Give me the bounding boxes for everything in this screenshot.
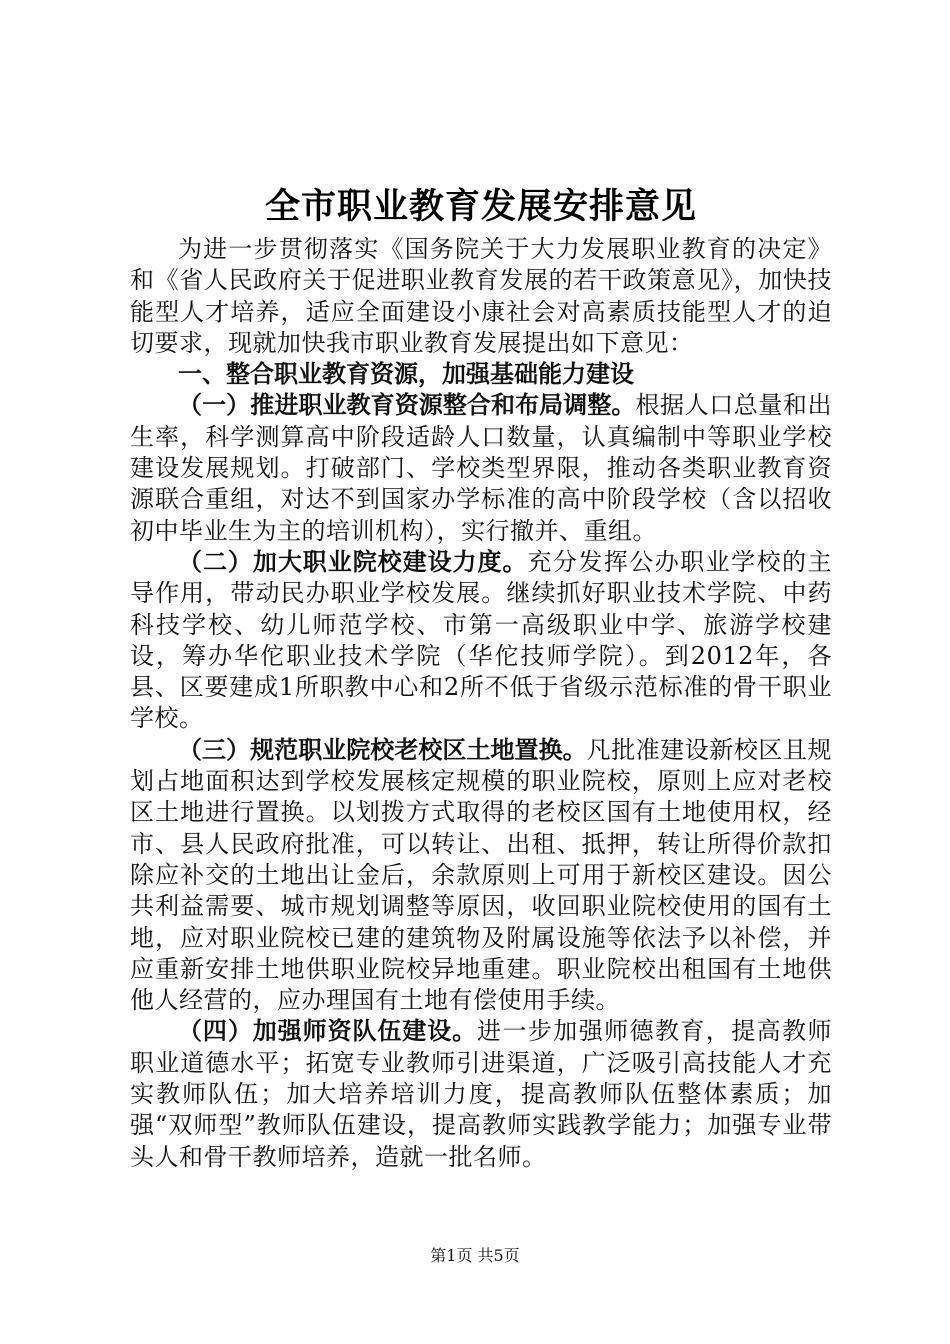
document-title: 全市职业教育发展安排意见 (264, 187, 697, 227)
page-number-footer: 第1页 共5页 (430, 1246, 520, 1265)
item-paragraph-4 (130, 1016, 832, 1172)
item-lead-2: （二）加大职业院校建设力度。 (178, 547, 528, 576)
item-lead-4: （四）加强师资队伍建设。 (178, 1017, 478, 1046)
item-body-2: 充分发挥公办职业学校的主导作用，带动民办职业学校发展。继续抓好职业技术学院、中药科技学校、幼儿师范学校、市第一高级职业中学、旅游学校建设，筹办华佗职业技术学院（华佗技师学院）。到2012年，各县、区要建成1所职教中心和2所不低于省级示范标准的骨干职业学校。 (130, 547, 833, 733)
item-paragraph-2 (130, 547, 832, 735)
item-body-3: 凡批准建设新校区且规划占地面积达到学校发展核定规模的职业院校，原则上应对老校区土地进行置换。以划拨方式取得的老校区国有土地使用权，经市、县人民政府批准，可以转让、出租、抵押，转让所得价款扣除应补交的土地出让金后，余款原则上可用于新校区建设。因公共利益需要、城市规划调整等原因，收回职业院校使用的国有土地，应对职业院校已建的建筑物及附属设施等依法予以补偿，并应重新安排土地供职业院校异地重建。职业院校出租国有土地供他人经营的，应办理国有土地有偿使用手续。 (130, 735, 833, 1015)
item-paragraph-3 (130, 735, 832, 1017)
item-body-4: 进一步加强师德教育，提高教师职业道德水平；拓宽专业教师引进渠道，广泛吸引高技能人才充实教师队伍；加大培养培训力度，提高教师队伍整体素质；加强“双师型”教师队伍建设，提高教师实践教学能力；加强专业带头人和骨干教师培养，造就一批名师。 (130, 1017, 833, 1171)
item-lead-3: （三）规范职业院校老校区土地置换。 (178, 735, 587, 764)
section-heading-1: 一、整合职业教育资源，加强基础能力建设 (178, 360, 634, 389)
item-paragraph-1 (130, 390, 832, 546)
document-page (130, 180, 832, 1173)
intro-paragraph: 为进一步贯彻落实《国务院关于大力发展职业教育的决定》和《省人民政府关于促进职业教育发展的若干政策意见》，加快技能型人才培养，适应全面建设小康社会对高素质技能型人才的迫切要求，现就加快我市职业教育发展提出如下意见： (130, 235, 832, 357)
item-lead-1: （一）推进职业教育资源整合和布局调整。 (178, 391, 636, 420)
item-body-1: 根据人口总量和出生率，科学测算高中阶段适龄人口数量，认真编制中等职业学校建设发展规划。打破部门、学校类型界限，推动各类职业教育资源联合重组，对达不到国家办学标准的高中阶段学校（含以招收初中毕业生为主的培训机构），实行撤并、重组。 (130, 391, 833, 545)
